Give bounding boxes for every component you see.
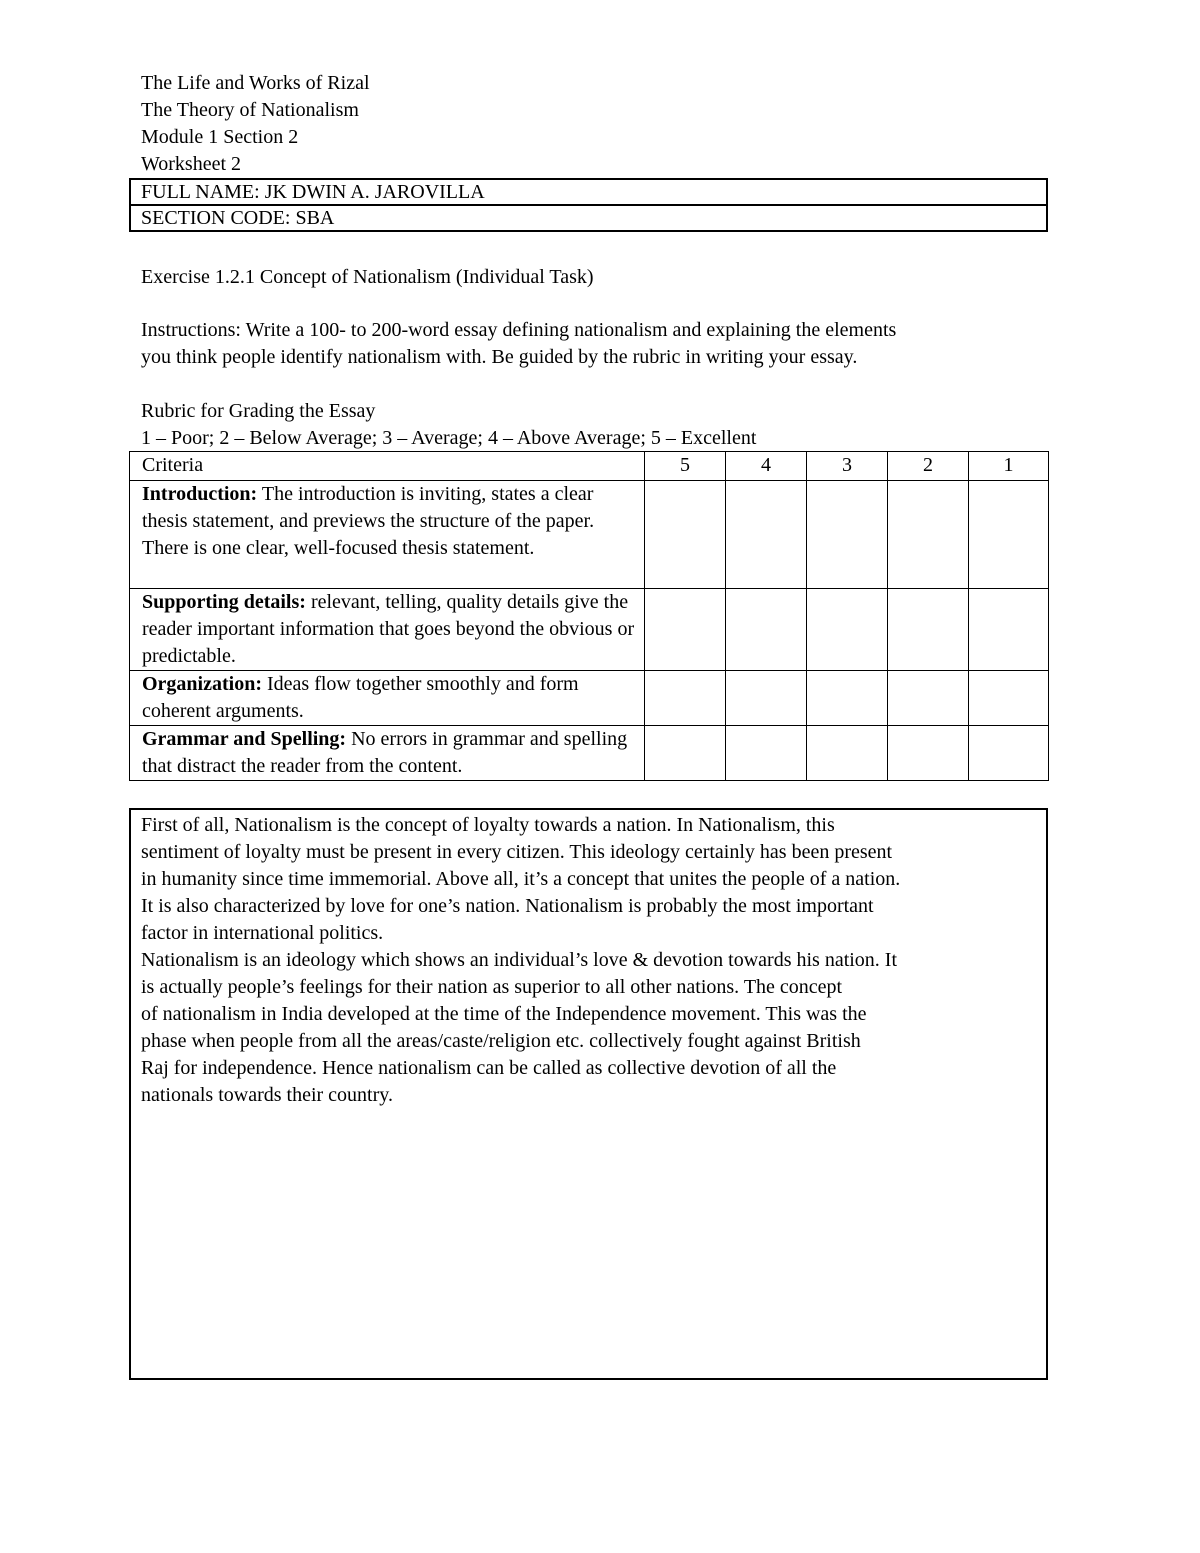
score-cell — [969, 726, 1049, 781]
criterion-name: Introduction: — [142, 483, 258, 505]
score-cell — [645, 671, 726, 726]
worksheet-label: Worksheet 2 — [141, 153, 242, 175]
score-header-5: 5 — [645, 452, 726, 481]
score-header-2: 2 — [888, 452, 969, 481]
full-name-field: FULL NAME: JK DWIN A. JAROVILLA — [130, 179, 1047, 205]
score-cell — [726, 589, 807, 671]
rubric-scale: 1 – Poor; 2 – Below Average; 3 – Average; 4 – Above Average; 5 – Excellent — [141, 427, 757, 449]
rubric-title: Rubric for Grading the Essay — [141, 400, 376, 422]
essay-line: Raj for independence. Hence nationalism can be called as collective devotion of all the — [141, 1057, 837, 1079]
score-header-1: 1 — [969, 452, 1049, 481]
essay-line: nationals towards their country. — [141, 1084, 393, 1106]
essay-line: sentiment of loyalty must be present in every citizen. This ideology certainly has been present — [141, 841, 893, 863]
criterion-description: relevant, telling, quality details give the reader important information that goes beyond the obvious or predictable. — [142, 591, 635, 667]
criteria-header: Criteria — [130, 452, 645, 481]
score-cell — [888, 671, 969, 726]
instructions-line: you think people identify nationalism with. Be guided by the rubric in writing your essay. — [141, 346, 858, 368]
criterion-cell — [130, 589, 645, 671]
essay-line: phase when people from all the areas/caste/religion etc. collectively fought against British — [141, 1030, 861, 1052]
criterion-name: Grammar and Spelling: — [142, 728, 347, 750]
rubric-row — [130, 481, 1049, 589]
score-cell — [969, 671, 1049, 726]
criterion-description: Ideas flow together smoothly and form coherent arguments. — [142, 673, 579, 722]
exercise-title: Exercise 1.2.1 Concept of Nationalism (Individual Task) — [141, 266, 594, 288]
criterion-name: Supporting details: — [142, 591, 306, 613]
essay-box — [129, 808, 1048, 1380]
essay-line: of nationalism in India developed at the time of the Independence movement. This was the — [141, 1003, 867, 1025]
course-title: The Life and Works of Rizal — [141, 72, 370, 94]
topic-title: The Theory of Nationalism — [141, 99, 359, 121]
essay-line: First of all, Nationalism is the concept of loyalty towards a nation. In Nationalism, this — [141, 814, 835, 836]
essay-line: in humanity since time immemorial. Above all, it’s a concept that unites the people of a nation. — [141, 868, 901, 890]
score-cell — [888, 589, 969, 671]
score-cell — [807, 726, 888, 781]
score-cell — [807, 671, 888, 726]
score-header-4: 4 — [726, 452, 807, 481]
section-code-field: SECTION CODE: SBA — [130, 205, 1047, 231]
essay-text — [141, 812, 1036, 1109]
score-header-3: 3 — [807, 452, 888, 481]
criterion-cell — [130, 726, 645, 781]
score-cell — [969, 481, 1049, 589]
criterion-cell — [130, 481, 645, 589]
score-cell — [807, 589, 888, 671]
criterion-description: The introduction is inviting, states a clear thesis statement, and previews the structure of the paper. There is one clear, well-focused thesis statement. — [142, 483, 595, 559]
rubric-row — [130, 726, 1049, 781]
rubric-table — [129, 451, 1049, 781]
score-cell — [645, 726, 726, 781]
criterion-name: Organization: — [142, 673, 262, 695]
score-cell — [726, 726, 807, 781]
student-info-table — [129, 178, 1048, 232]
score-cell — [807, 481, 888, 589]
essay-line: Nationalism is an ideology which shows an individual’s love & devotion towards his nation. It — [141, 949, 898, 971]
essay-line: It is also characterized by love for one’s nation. Nationalism is probably the most important — [141, 895, 874, 917]
document-header — [141, 70, 370, 178]
instructions-line: Instructions: Write a 100- to 200-word essay defining nationalism and explaining the elements — [141, 319, 897, 341]
score-cell — [645, 481, 726, 589]
rubric-header-row — [130, 452, 1049, 481]
rubric-row — [130, 671, 1049, 726]
score-cell — [726, 481, 807, 589]
criterion-description: No errors in grammar and spelling that distract the reader from the content. — [142, 728, 628, 777]
score-cell — [726, 671, 807, 726]
essay-line: factor in international politics. — [141, 922, 384, 944]
score-cell — [888, 481, 969, 589]
essay-line: is actually people’s feelings for their nation as superior to all other nations. The concept — [141, 976, 843, 998]
score-cell — [645, 589, 726, 671]
rubric-row — [130, 589, 1049, 671]
score-cell — [888, 726, 969, 781]
module-section: Module 1 Section 2 — [141, 126, 299, 148]
score-cell — [969, 589, 1049, 671]
criterion-cell — [130, 671, 645, 726]
instructions — [141, 317, 1041, 371]
